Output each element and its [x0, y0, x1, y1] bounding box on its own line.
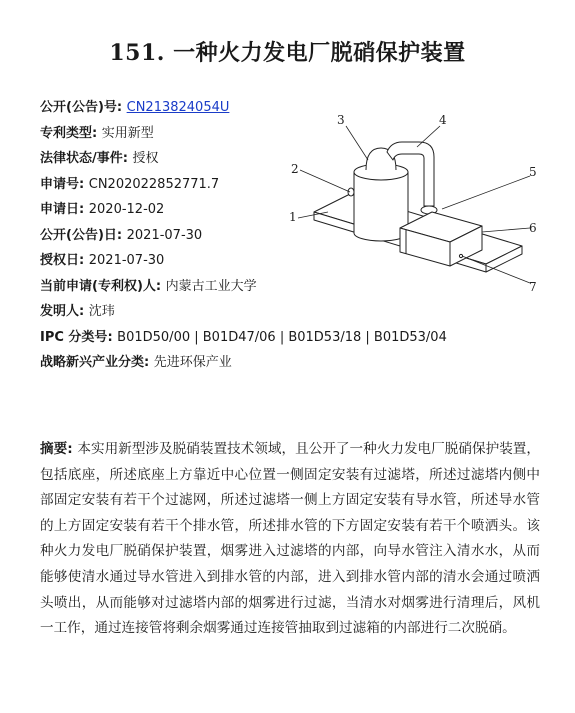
abstract-text: 本实用新型涉及脱硝装置技术领域，且公开了一种火力发电厂脱硝保护装置，包括底座，所述底座上方靠近中心位置一侧固定安装有过滤塔，所述过滤塔内侧中部固定安装有若干个过滤网，所述过滤塔一侧上方固定安装有导水管，所述导水管的上方固定安装有若干个排水管，所述排水管的下方固定安装有若干个喷洒头。该种火力发电厂脱硝保护装置，烟雾进入过滤塔的内部，向导水管注入清水水，从而能够使清水通过导水管进入到排水管的内部，进入到排水管内部的清水会通过喷洒头喷出，从而能够对过滤塔内部的烟雾进行过滤，当清水对烟雾进行清理后，风机一工作，通过连接管将剩余烟雾通过连接管抽取到过滤箱的内部进行二次脱硝。 [40, 441, 541, 637]
field-label: 发明人 [40, 304, 80, 319]
callout-3: 3 [337, 113, 345, 127]
field-value: 2020-12-02 [88, 202, 165, 217]
field-value: 实用新型 [101, 125, 154, 141]
field-value: 2021-07-30 [88, 253, 165, 268]
field-label: 公开(公告)号 [40, 100, 117, 115]
field-value: 先进环保产业 [153, 355, 232, 370]
field-publication-number: 公开(公告)号: CN213824054U [40, 100, 230, 115]
callout-2: 2 [291, 162, 299, 176]
field-inventor: 发明人: 沈玮 [40, 304, 115, 319]
field-value: B01D50/00 | B01D47/06 | B01D53/18 | B01D53/04 [117, 329, 447, 345]
field-legal-status: 法律状态/事件: 授权 [40, 151, 159, 166]
callout-1: 1 [289, 210, 297, 224]
field-grant-date: 授权日: 2021-07-30 [40, 253, 165, 268]
field-patent-type: 专利类型: 实用新型 [40, 125, 154, 141]
field-value: 沈玮 [88, 304, 115, 319]
field-value: 内蒙古工业大学 [165, 278, 257, 294]
field-label: 授权日 [40, 253, 80, 268]
field-applicant: 当前申请(专利权)人: 内蒙古工业大学 [40, 278, 257, 294]
field-application-number: 申请号: CN202022852771.7 [40, 176, 220, 192]
tower-side-port [348, 188, 354, 196]
callout-7: 7 [529, 280, 537, 294]
abstract-label: 摘要 [40, 441, 68, 457]
abstract: 摘要: 本实用新型涉及脱硝装置技术领域，且公开了一种火力发电厂脱硝保护装置，包括底座，所述底座上方靠近中心位置一侧固定安装有过滤塔，所述过滤塔内侧中部固定安装有若干个过滤网，所述过滤塔一侧上方固定安装有导水管，所述导水管的上方固定安装有若干个排水管，所述排水管的下方固定安装有若干个喷洒头。该种火力发电厂脱硝保护装置，烟雾进入过滤塔的内部，向导水管注入清水水，从而能够使清水通过导水管进入到排水管的内部，进入到排水管内部的清水会通过喷洒头喷出，从而能够对过滤塔内部的烟雾进行过滤，当清水对烟雾进行清理后，风机一工作，通过连接管将剩余烟雾通过连接管抽取到过滤箱的内部进行二次脱硝。 [40, 441, 541, 637]
field-label: 公开(公告)日 [40, 227, 117, 243]
publication-number-link[interactable]: CN213824054U [126, 100, 230, 115]
field-value: 授权 [132, 151, 159, 166]
field-label: 专利类型 [40, 125, 93, 141]
field-label: 当前申请(专利权)人 [40, 278, 156, 294]
field-value: CN202022852771.7 [88, 176, 220, 192]
field-publication-date: 公开(公告)日: 2021-07-30 [40, 227, 203, 243]
patent-drawing [284, 108, 546, 308]
field-label: 法律状态/事件 [40, 151, 123, 166]
field-label: 战略新兴产业分类 [40, 355, 145, 370]
field-industry-category: 战略新兴产业分类: 先进环保产业 [40, 355, 232, 370]
callout-5: 5 [529, 165, 537, 179]
field-label: 申请日 [40, 202, 80, 217]
page-title: 151. 一种火力发电厂脱硝保护装置 [109, 40, 466, 66]
field-application-date: 申请日: 2020-12-02 [40, 202, 165, 217]
callout-4: 4 [439, 113, 447, 127]
field-label: IPC 分类号 [40, 329, 108, 345]
callout-6: 6 [529, 221, 537, 235]
field-ipc: IPC 分类号: B01D50/00 | B01D47/06 | B01D53/18 | B01D53/04 [40, 329, 447, 345]
field-value: 2021-07-30 [126, 227, 203, 243]
field-label: 申请号 [40, 176, 80, 192]
